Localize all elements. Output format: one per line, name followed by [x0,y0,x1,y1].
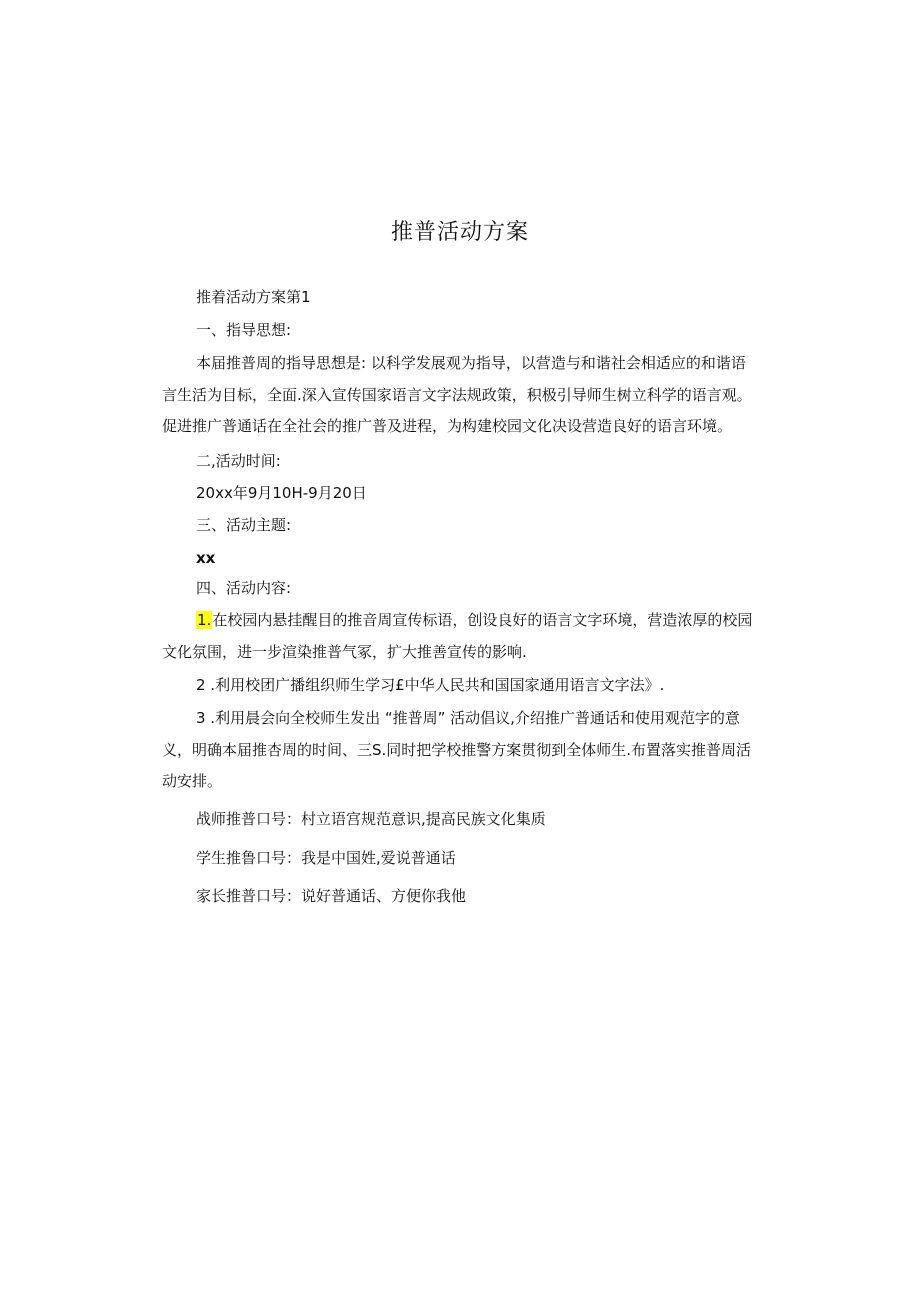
section-2-value: 20xx年9月10H-9月20日 [196,484,367,502]
section-3-heading: 三、活动主题: [196,516,292,534]
section-1-heading: 一、指导思想: [196,321,292,339]
content-item-3-line-2: 义，明确本届推杏周的时间、三S.同时把学校推警方案贯彻到全体师生.布置落实推普周活 [162,741,752,759]
content-item-2: 2 .利用校团广播组织师生学习£中华人民共和国国家通用语言文字法》. [196,676,665,694]
section-2-heading: 二,活动时间: [196,452,281,470]
section-1-paragraph-line-3: 促进推广普通话在全社会的推广普及进程，为构建校园文化决设营造良好的语言环境。 [162,417,733,435]
section-1-paragraph-line-1: 本届推普周的指导思想是: 以科学发展观为指导，以营造与和谐社会相适应的和谐语 [196,354,746,372]
content-item-3-line-1: 3 .利用晨会向全校师生发出 “推普周” 活动倡议,介绍推广普通话和使用观范字的意 [196,709,740,727]
highlighted-item-number: 1. [197,611,212,629]
parent-slogan: 家长推普口号：说好普通话、方便你我他 [196,887,467,905]
teacher-slogan: 战师推普口号：村立语宫规范意识,提高民族文化集质 [196,810,546,828]
plan-subtitle: 推着活动方案第1 [196,288,311,306]
section-4-heading: 四、活动内容: [196,579,292,597]
section-1-paragraph-line-2: 言生活为目标，全面.深入宣传国家语言文字法规政策，积极引导师生树立科学的语言观。 [162,386,752,404]
student-slogan: 学生推鲁口号：我是中国姓,爱说普通话 [196,849,456,867]
content-item-3-line-3: 动安排。 [162,772,223,790]
content-item-1-text: 在校园内悬挂醒目的推音周宣传标语，创设良好的语言文字环境，营造浓厚的校园 [212,611,753,629]
content-item-1-line-2: 文化氛围，进一步渲染推普气冢，扩大推善宣传的影响. [162,643,527,661]
section-3-value: xx [196,549,216,567]
document-title: 推普活动方案 [390,220,529,245]
content-item-1-line-1 [196,610,752,630]
